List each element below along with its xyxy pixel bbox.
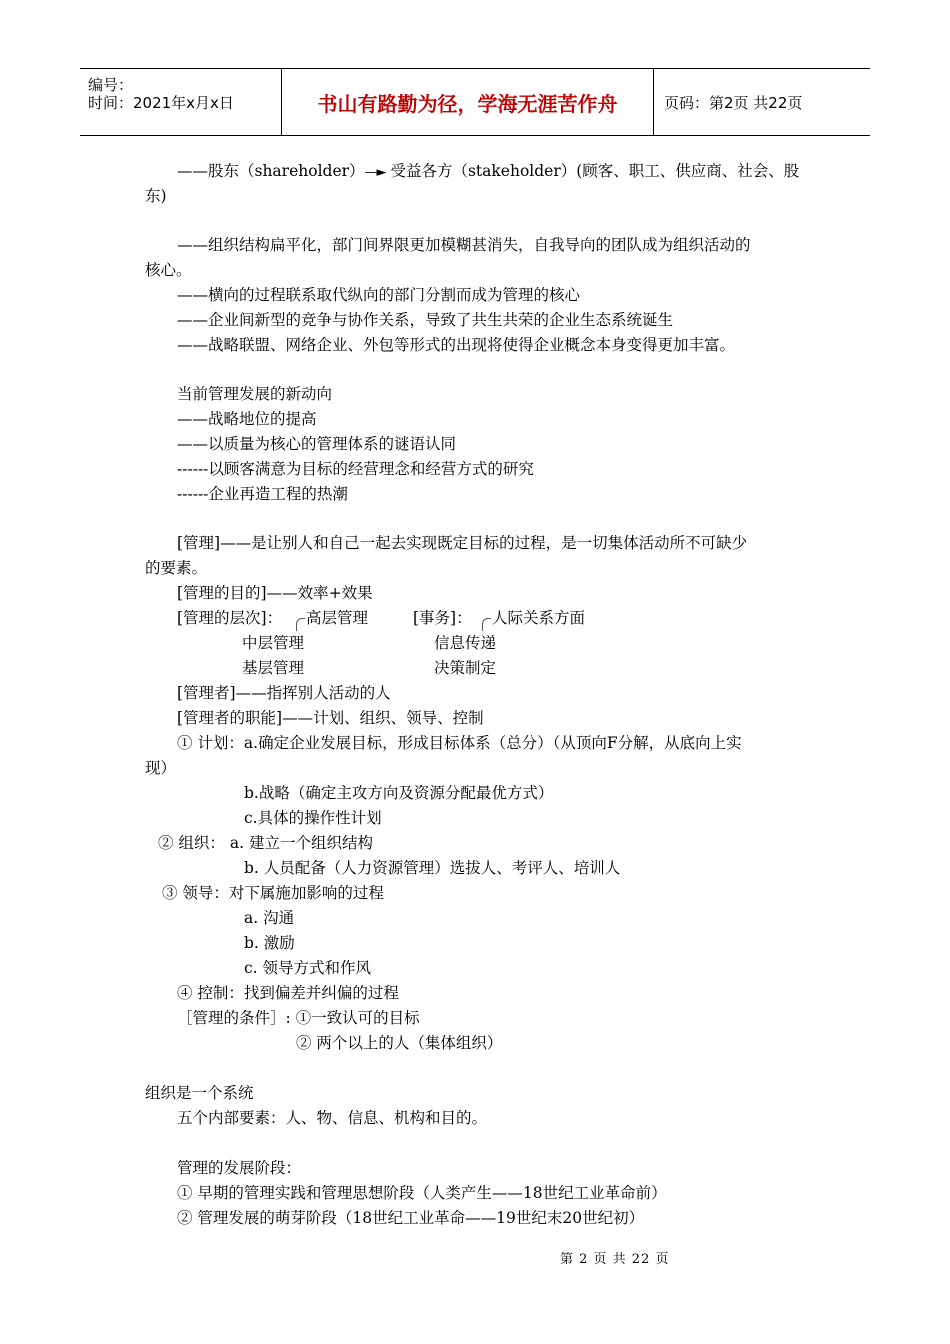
text-line: b.战略（确定主攻方向及资源分配最优方式） xyxy=(244,784,554,802)
text-line: 管理的发展阶段： xyxy=(177,1159,302,1177)
text-line: a. 沟通 xyxy=(244,909,295,927)
text-line: ① 早期的管理实践和管理思想阶段（人类产生——18世纪工业革命前） xyxy=(177,1184,667,1202)
text-line: 当前管理发展的新动向 xyxy=(177,385,333,403)
text-line: 决策制定 xyxy=(434,659,497,677)
text-segment: 受益各方（stakeholder）(顾客、职工、供应商、社会、股 xyxy=(385,162,800,180)
text-line: ——战略地位的提高 xyxy=(177,410,317,428)
text-line: 中层管理 xyxy=(242,634,305,652)
text-line: [事务]： xyxy=(413,609,472,627)
text-line: ——企业间新型的竞争与协作关系，导致了共生共荣的企业生态系统诞生 xyxy=(177,311,674,329)
text-line: ——以质量为核心的管理体系的谜语认同 xyxy=(177,435,457,453)
brace-icon xyxy=(296,618,305,631)
number-label: 编号： xyxy=(88,76,134,94)
text-line: 组织是一个系统 xyxy=(145,1084,254,1102)
text-line: [管理的层次]： xyxy=(177,609,283,627)
header-motto: 书山有路勤为径，学海无涯苦作舟 xyxy=(282,69,654,135)
text-line: 现） xyxy=(145,759,177,777)
text-line: [管理的目的]——效率+效果 xyxy=(177,584,373,602)
text-line: ② 两个以上的人（集体组织） xyxy=(296,1034,503,1052)
text-line: c.具体的操作性计划 xyxy=(244,809,382,827)
text-line: c. 领导方式和作风 xyxy=(244,959,372,977)
text-line: [管理者]——指挥别人活动的人 xyxy=(177,684,391,702)
text-line: ——战略联盟、网络企业、外包等形式的出现将使得企业概念本身变得更加丰富。 xyxy=(177,336,736,354)
text-line: b. 人员配备（人力资源管理）选拔人、考评人、培训人 xyxy=(244,859,621,877)
text-line: ① 计划：a.确定企业发展目标，形成目标体系（总分）（从顶向F分解，从底向上实 xyxy=(177,734,742,752)
text-line: 的要素。 xyxy=(145,559,208,577)
text-line: 核心。 xyxy=(145,261,192,279)
text-line: 五个内部要素：人、物、信息、机构和目的。 xyxy=(177,1109,488,1127)
text-line: 人际关系方面 xyxy=(492,609,586,627)
text-line: 高层管理 xyxy=(306,609,369,627)
text-line: 东) xyxy=(145,187,167,205)
text-line: ——横向的过程联系取代纵向的部门分割而成为管理的核心 xyxy=(177,286,581,304)
text-line: ——组织结构扁平化，部门间界限更加模糊甚消失，自我导向的团队成为组织活动的 xyxy=(177,236,751,254)
arrow-icon: —► xyxy=(364,165,386,180)
text-line: ② 组织： a. 建立一个组织结构 xyxy=(158,834,373,852)
text-line: 信息传递 xyxy=(434,634,497,652)
text-segment: ——股东（shareholder） xyxy=(177,162,365,180)
text-line: ------企业再造工程的热潮 xyxy=(177,485,348,503)
text-line: ------以顾客满意为目标的经营理念和经营方式的研究 xyxy=(177,460,534,478)
text-line xyxy=(177,161,799,183)
brace-icon xyxy=(482,618,491,631)
date-label: 时间：2021年x月x日 xyxy=(88,94,234,112)
text-line: ④ 控制：找到偏差并纠偏的过程 xyxy=(177,984,399,1002)
text-line: ［管理的条件］: ①一致认可的目标 xyxy=(177,1009,420,1027)
text-line: 基层管理 xyxy=(242,659,305,677)
page-footer: 第 2 页 共 22 页 xyxy=(560,1252,670,1267)
header-table xyxy=(80,68,870,136)
text-line: [管理者的职能]——计划、组织、领导、控制 xyxy=(177,709,484,727)
text-line: [管理]——是让别人和自己一起去实现既定目标的过程，是一切集体活动所不可缺少 xyxy=(177,534,748,552)
header-meta-cell xyxy=(80,69,282,135)
text-line: ③ 领导：对下属施加影响的过程 xyxy=(162,884,384,902)
header-page-info: 页码：第2页 共22页 xyxy=(664,93,803,112)
text-line: b. 激励 xyxy=(244,934,295,952)
text-line: ② 管理发展的萌芽阶段（18世纪工业革命——19世纪末20世纪初） xyxy=(177,1209,645,1227)
